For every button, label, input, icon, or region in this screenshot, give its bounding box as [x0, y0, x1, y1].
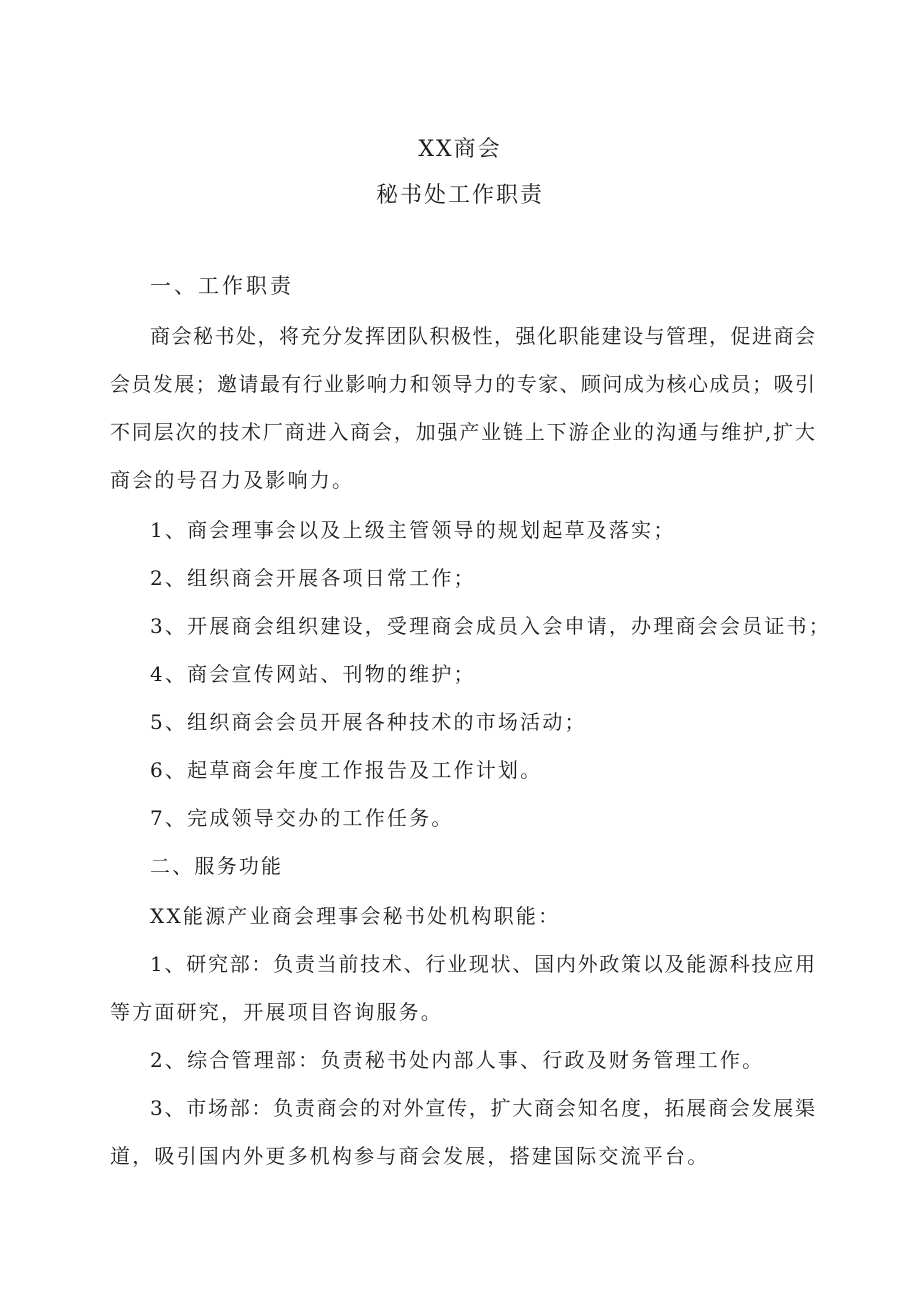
section-heading-work-duties: 一、工作职责 [150, 274, 294, 298]
paragraph-line: 商会秘书处，将充分发挥团队积极性，强化职能建设与管理，促进商会 [150, 324, 815, 348]
paragraph-line: 会员发展；邀请最有行业影响力和领导力的专家、顾问成为核心成员；吸引 [110, 372, 815, 396]
function-item-research-line1: 1、研究部：负责当前技术、行业现状、国内外政策以及能源科技应用 [150, 952, 815, 976]
function-item-admin: 2、综合管理部：负责秘书处内部人事、行政及财务管理工作。 [150, 1048, 765, 1072]
section2-intro: XX能源产业商会理事会秘书处机构职能： [150, 904, 561, 928]
section-heading-service-functions: 二、服务功能 [150, 854, 284, 878]
duty-item-7: 7、完成领导交办的工作任务。 [150, 806, 454, 830]
function-item-market-line1: 3、市场部：负责商会的对外宣传，扩大商会知名度，拓展商会发展渠 [150, 1096, 815, 1120]
paragraph-line: 不同层次的技术厂商进入商会，加强产业链上下游企业的沟通与维护,扩大 [110, 420, 815, 444]
function-item-market-line2: 道，吸引国内外更多机构参与商会发展，搭建国际交流平台。 [110, 1144, 710, 1168]
duty-item-6: 6、起草商会年度工作报告及工作计划。 [150, 758, 543, 782]
document-subtitle: 秘书处工作职责 [375, 183, 544, 208]
function-item-research-line2: 等方面研究，开展项目咨询服务。 [110, 1000, 443, 1024]
duty-item-4: 4、商会宣传网站、刊物的维护； [150, 662, 476, 686]
document-title: XX商会 [418, 137, 502, 162]
duty-item-1: 1、商会理事会以及上级主管领导的规划起草及落实； [150, 518, 676, 542]
duty-item-2: 2、组织商会开展各项日常工作； [150, 566, 476, 590]
duty-item-5: 5、组织商会会员开展各种技术的市场活动； [150, 710, 587, 734]
paragraph-line: 商会的号召力及影响力。 [110, 468, 355, 492]
duty-item-3: 3、开展商会组织建设，受理商会成员入会申请，办理商会会员证书； [150, 614, 831, 638]
